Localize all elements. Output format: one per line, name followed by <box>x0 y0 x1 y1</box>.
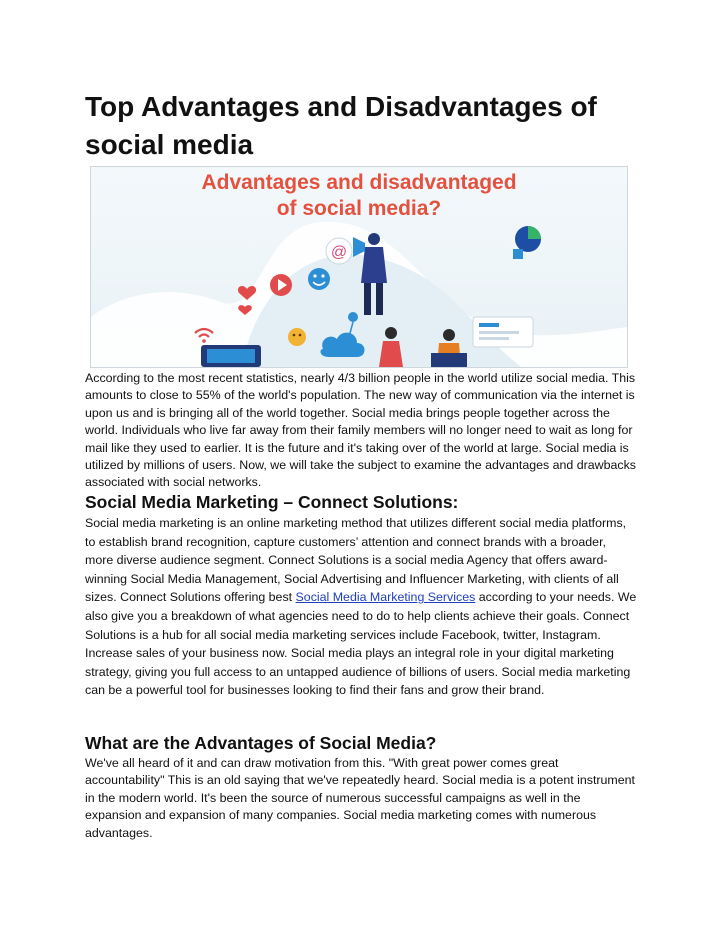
marketing-text-before-link: Social media marketing is an online marketing method that utilizes different social media platforms, to establish brand recognition, capture customers’ attention and connect brands with a broader, more diverse audience segment. Connect Solutions is a social media Agency that offers award-winning Social Media Management, Social Advertising and Influencer Marketing, with clients of all sizes. Connect Solutions offering best <box>85 516 627 605</box>
page-title: Top Advantages and Disadvantages of social media <box>85 91 597 160</box>
section-heading-advantages: What are the Advantages of Social Media? <box>85 733 437 753</box>
laptop-illustration <box>201 345 261 367</box>
marketing-text-after-link: according to your needs. We also give you a breakdown of what agencies need to do to help clients achieve their goals. Connect Solutions is a hub for all social media marketing services include Facebook, twitter, Instagram. Increase sales of your business now. Social media plays an integral role in your digital marketing strategy, giving you full access to an untapped audience of billions of users. Social media marketing can be a powerful tool for businesses looking to find their fans and grow their brand. <box>85 590 637 698</box>
pie-chart-icon <box>513 226 541 259</box>
social-media-marketing-services-link[interactable]: Social Media Marketing Services <box>295 590 476 605</box>
advantages-paragraph: We've all heard of it and can draw motivation from this. "With great power comes great accountability" This is an old saying that we've repeatedly heard. Social media is a potent instrument in the modern world. It's been the source of numerous successful campaigns as well in the expansion and expansion of many companies. Social media marketing comes with numerous advantages. <box>85 756 635 840</box>
marketing-paragraph <box>85 514 637 700</box>
hero-heading-line2: of social media? <box>276 197 442 220</box>
section-heading-marketing: Social Media Marketing – Connect Solutions: <box>85 492 459 512</box>
svg-text:@: @ <box>330 244 348 261</box>
intro-paragraph: According to the most recent statistics, nearly 4/3 billion people in the world utilize social media. This amounts to close to 55% of the world's population. The new way of communication via the internet is upon us and is bringing all of the world together. Social media brings people together across the world. Individuals who live far away from their family members will no longer need to wait as long for mail like they used to earlier. It is the future and it's taking over of the world at large. Social media is utilized by millions of users. Now, we will take the subject to examine the advantages and drawbacks associated with social networks. <box>85 371 636 490</box>
at-bubble-icon <box>326 238 352 264</box>
card-ui-illustration <box>473 317 533 347</box>
hero-heading-line1: Advantages and disadvantaged <box>201 171 517 194</box>
smiley-icon <box>308 268 330 290</box>
hero-image <box>90 166 628 368</box>
play-button-icon <box>270 274 292 296</box>
emoji-icon <box>288 328 306 346</box>
